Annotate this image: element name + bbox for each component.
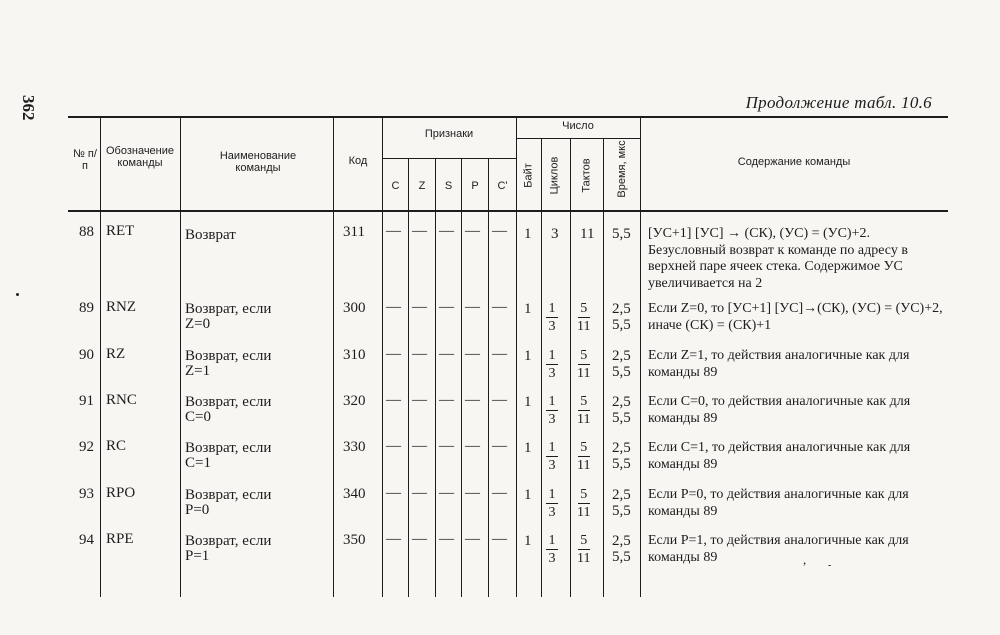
row-code: 330 bbox=[343, 439, 366, 455]
frac-bar bbox=[546, 549, 558, 550]
flag-dash: — bbox=[492, 531, 507, 547]
row-name: Возврат bbox=[185, 227, 236, 243]
row-time: 2,5 bbox=[612, 533, 631, 549]
col-rule bbox=[640, 117, 641, 597]
page-number: 362 bbox=[19, 95, 38, 121]
row-num: 88 bbox=[79, 224, 94, 240]
row-code: 320 bbox=[343, 393, 366, 409]
row-ticks bbox=[577, 348, 590, 381]
row-time-alt: 5,5 bbox=[612, 317, 631, 333]
frac-top: 5 bbox=[580, 348, 588, 363]
row-bytes: 1 bbox=[524, 440, 532, 456]
flag-dash: — bbox=[412, 392, 427, 408]
table-top-rule bbox=[68, 116, 948, 118]
flag-dash: — bbox=[465, 531, 480, 547]
frac-bottom: 11 bbox=[577, 505, 591, 520]
flag-dash: — bbox=[386, 485, 401, 501]
row-mnemonic: RPO bbox=[106, 485, 136, 501]
row-time-alt: 5,5 bbox=[612, 503, 631, 519]
frac-top: 1 bbox=[548, 440, 556, 455]
col-rule bbox=[100, 117, 101, 597]
frac-bottom: 11 bbox=[577, 366, 591, 381]
frac-bar bbox=[546, 456, 558, 457]
row-bytes: 1 bbox=[524, 348, 532, 364]
row-name-condition: C=1 bbox=[185, 455, 211, 471]
col-rule bbox=[570, 139, 571, 597]
frac-bar bbox=[578, 317, 590, 318]
row-time-alt: 5,5 bbox=[612, 456, 631, 472]
row-time: 2,5 bbox=[612, 301, 631, 317]
row-content: Если C=1, то действия аналогичные как для команды 89 bbox=[648, 440, 911, 472]
flag-dash: — bbox=[492, 223, 507, 239]
col-rule bbox=[541, 139, 542, 597]
flag-dash: — bbox=[492, 299, 507, 315]
flag-dash: — bbox=[412, 438, 427, 454]
row-bytes: 1 bbox=[524, 394, 532, 410]
flag-dash: — bbox=[465, 392, 480, 408]
row-time: 2,5 bbox=[612, 348, 631, 364]
header-flag: Z bbox=[418, 180, 426, 192]
row-num: 91 bbox=[79, 393, 94, 409]
frac-bottom: 3 bbox=[548, 366, 556, 381]
flag-dash: — bbox=[439, 392, 454, 408]
row-time-alt: 5,5 bbox=[612, 410, 631, 426]
row-ticks bbox=[577, 301, 590, 334]
row-name-condition: Z=1 bbox=[185, 363, 211, 379]
frac-bottom: 11 bbox=[577, 458, 591, 473]
flag-dash: — bbox=[412, 346, 427, 362]
row-code: 311 bbox=[343, 224, 365, 240]
row-code: 310 bbox=[343, 347, 366, 363]
row-num: 92 bbox=[79, 439, 94, 455]
row-num: 94 bbox=[79, 532, 94, 548]
flags-group-rule bbox=[382, 158, 516, 159]
row-content: Если P=1, то действия аналогичные как для команды 89 bbox=[648, 533, 909, 565]
header-bottom-rule bbox=[68, 210, 948, 212]
header-cycles: Циклов bbox=[548, 156, 561, 195]
frac-bar bbox=[546, 410, 558, 411]
row-num: 93 bbox=[79, 486, 94, 502]
flag-dash: — bbox=[465, 485, 480, 501]
row-name-condition: C=0 bbox=[185, 409, 211, 425]
col-rule bbox=[603, 139, 604, 597]
flag-dash: — bbox=[386, 223, 401, 239]
col-rule bbox=[408, 159, 409, 597]
row-ticks bbox=[577, 440, 590, 473]
frac-top: 5 bbox=[580, 440, 588, 455]
flag-dash: — bbox=[465, 438, 480, 454]
frac-top: 1 bbox=[548, 348, 556, 363]
row-cycles: 3 bbox=[551, 226, 559, 242]
flag-dash: — bbox=[439, 485, 454, 501]
header-num: № п/п bbox=[73, 148, 97, 172]
flag-dash: — bbox=[439, 299, 454, 315]
row-ticks: 11 bbox=[580, 226, 595, 242]
flag-dash: — bbox=[439, 346, 454, 362]
frac-bar bbox=[546, 317, 558, 318]
row-mnemonic: RET bbox=[106, 223, 135, 239]
frac-bar bbox=[578, 456, 590, 457]
frac-bar bbox=[578, 410, 590, 411]
frac-bar bbox=[546, 503, 558, 504]
header-mnemonic: Обозначение команды bbox=[105, 145, 175, 169]
frac-top: 1 bbox=[548, 301, 556, 316]
frac-bottom: 11 bbox=[577, 551, 591, 566]
row-content: [УС+1] [УС] → (СК), (УС) = (УС)+2. Безусловный возврат к команде по адресу в верхней паре ячеек стека. Содержимое УС увеличивается на 2 bbox=[648, 226, 908, 291]
frac-bottom: 3 bbox=[548, 458, 556, 473]
row-bytes: 1 bbox=[524, 226, 532, 242]
flag-dash: — bbox=[439, 223, 454, 239]
row-mnemonic: RPE bbox=[106, 531, 134, 547]
frac-top: 5 bbox=[580, 394, 588, 409]
frac-bottom: 3 bbox=[548, 551, 556, 566]
row-mnemonic: RNZ bbox=[106, 299, 136, 315]
row-code: 350 bbox=[343, 532, 366, 548]
stray-mark: , bbox=[803, 552, 807, 567]
row-cycles bbox=[546, 440, 558, 473]
frac-bottom: 3 bbox=[548, 412, 556, 427]
row-name: Возврат, если bbox=[185, 394, 272, 410]
frac-top: 5 bbox=[580, 487, 588, 502]
row-cycles bbox=[546, 301, 558, 334]
flag-dash: — bbox=[439, 438, 454, 454]
row-bytes: 1 bbox=[524, 533, 532, 549]
row-name: Возврат, если bbox=[185, 487, 272, 503]
header-content: Содержание команды bbox=[737, 156, 851, 168]
flag-dash: — bbox=[492, 392, 507, 408]
header-count-group: Число bbox=[562, 120, 594, 132]
row-ticks bbox=[577, 487, 590, 520]
frac-bar bbox=[546, 364, 558, 365]
flag-dash: — bbox=[465, 299, 480, 315]
flag-dash: — bbox=[412, 531, 427, 547]
header-bytes: Байт bbox=[522, 163, 535, 188]
col-rule bbox=[333, 117, 334, 597]
row-cycles bbox=[546, 394, 558, 427]
row-time-alt: 5,5 bbox=[612, 549, 631, 565]
frac-top: 1 bbox=[548, 487, 556, 502]
header-flag: C bbox=[391, 180, 400, 192]
row-name: Возврат, если bbox=[185, 440, 272, 456]
frac-bottom: 11 bbox=[577, 319, 591, 334]
row-name-condition: P=0 bbox=[185, 502, 210, 518]
header-flag: P bbox=[471, 180, 479, 192]
col-rule bbox=[516, 117, 517, 597]
flag-dash: — bbox=[465, 346, 480, 362]
row-bytes: 1 bbox=[524, 487, 532, 503]
row-name: Возврат, если bbox=[185, 301, 272, 317]
flag-dash: — bbox=[412, 223, 427, 239]
flag-dash: — bbox=[492, 485, 507, 501]
frac-top: 5 bbox=[580, 533, 588, 548]
row-time: 5,5 bbox=[612, 226, 631, 242]
row-mnemonic: RC bbox=[106, 438, 127, 454]
row-name-condition: Z=0 bbox=[185, 316, 211, 332]
row-num: 89 bbox=[79, 300, 94, 316]
header-flag: C' bbox=[497, 180, 508, 192]
row-time: 2,5 bbox=[612, 440, 631, 456]
col-rule bbox=[180, 117, 181, 597]
row-cycles bbox=[546, 487, 558, 520]
frac-bar bbox=[578, 549, 590, 550]
row-cycles bbox=[546, 533, 558, 566]
row-content: Если C=0, то действия аналогичные как для команды 89 bbox=[648, 394, 911, 426]
header-ticks: Тактов bbox=[580, 158, 593, 193]
flag-dash: — bbox=[439, 531, 454, 547]
flag-dash: — bbox=[492, 346, 507, 362]
row-content: Если Z=1, то действия аналогичные как для команды 89 bbox=[648, 348, 910, 380]
flag-dash: — bbox=[465, 223, 480, 239]
header-flags-group: Признаки bbox=[424, 128, 474, 140]
flag-dash: — bbox=[386, 438, 401, 454]
flag-dash: — bbox=[412, 299, 427, 315]
row-time: 2,5 bbox=[612, 487, 631, 503]
row-code: 340 bbox=[343, 486, 366, 502]
row-code: 300 bbox=[343, 300, 366, 316]
row-name: Возврат, если bbox=[185, 533, 272, 549]
flag-dash: — bbox=[386, 392, 401, 408]
flag-dash: — bbox=[412, 485, 427, 501]
flag-dash: — bbox=[386, 299, 401, 315]
row-name: Возврат, если bbox=[185, 348, 272, 364]
stray-mark: - bbox=[828, 560, 832, 571]
row-num: 90 bbox=[79, 347, 94, 363]
col-rule bbox=[435, 159, 436, 597]
row-content: Если P=0, то действия аналогичные как для команды 89 bbox=[648, 487, 909, 519]
frac-top: 1 bbox=[548, 394, 556, 409]
flag-dash: — bbox=[386, 346, 401, 362]
frac-bottom: 11 bbox=[577, 412, 591, 427]
header-flag: S bbox=[444, 180, 453, 192]
table-title: Продолжение табл. 10.6 bbox=[745, 93, 932, 112]
frac-top: 1 bbox=[548, 533, 556, 548]
flag-dash: — bbox=[492, 438, 507, 454]
stray-mark bbox=[16, 293, 19, 296]
row-mnemonic: RNC bbox=[106, 392, 137, 408]
row-name-condition: P=1 bbox=[185, 548, 210, 564]
row-cycles bbox=[546, 348, 558, 381]
row-mnemonic: RZ bbox=[106, 346, 126, 362]
frac-bar bbox=[578, 364, 590, 365]
row-ticks bbox=[577, 533, 590, 566]
col-rule bbox=[461, 159, 462, 597]
header-name: Наименование команды bbox=[219, 150, 297, 174]
row-ticks bbox=[577, 394, 590, 427]
row-bytes: 1 bbox=[524, 301, 532, 317]
frac-top: 5 bbox=[580, 301, 588, 316]
row-content: Если Z=0, то [УС+1] [УС]→(СК), (УС) = (УС)+2, иначе (СК) = (СК)+1 bbox=[648, 301, 943, 333]
flag-dash: — bbox=[386, 531, 401, 547]
col-rule bbox=[488, 159, 489, 597]
header-time: Время, мкс bbox=[616, 140, 628, 198]
row-time-alt: 5,5 bbox=[612, 364, 631, 380]
frac-bottom: 3 bbox=[548, 505, 556, 520]
frac-bar bbox=[578, 503, 590, 504]
header-code: Код bbox=[348, 155, 368, 167]
frac-bottom: 3 bbox=[548, 319, 556, 334]
row-time: 2,5 bbox=[612, 394, 631, 410]
